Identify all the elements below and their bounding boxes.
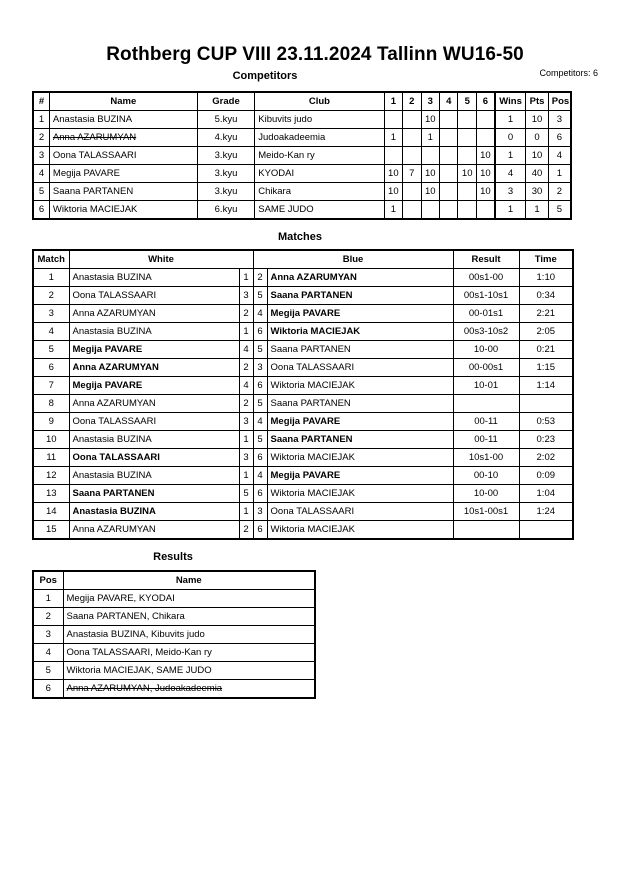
white-competitor: Megija PAVARE xyxy=(69,341,239,359)
result-row xyxy=(33,608,315,626)
score-cell: 10 xyxy=(421,111,439,129)
match-row xyxy=(33,269,573,287)
competitor-wins: 1 xyxy=(495,201,526,220)
white-number: 1 xyxy=(239,323,253,341)
match-row xyxy=(33,449,573,467)
blue-number: 3 xyxy=(253,503,267,521)
blue-competitor: Megija PAVARE xyxy=(267,305,453,323)
competitor-row xyxy=(33,183,571,201)
column-header: 5 xyxy=(458,92,476,111)
white-competitor: Saana PARTANEN xyxy=(69,485,239,503)
white-number: 1 xyxy=(239,503,253,521)
match-result xyxy=(453,521,519,540)
blue-competitor: Saana PARTANEN xyxy=(267,287,453,305)
match-number: 1 xyxy=(33,269,69,287)
match-row xyxy=(33,467,573,485)
white-number: 2 xyxy=(239,359,253,377)
blue-competitor: Saana PARTANEN xyxy=(267,341,453,359)
competitor-club: Chikara xyxy=(255,183,384,201)
competitor-row xyxy=(33,129,571,147)
score-cell: 7 xyxy=(403,165,421,183)
competitor-name: Oona TALASSAARI xyxy=(49,147,197,165)
competitor-points: 30 xyxy=(526,183,549,201)
match-time: 1:15 xyxy=(519,359,573,377)
column-header: 4 xyxy=(440,92,458,111)
match-row xyxy=(33,305,573,323)
result-name: Oona TALASSAARI, Meido-Kan ry xyxy=(63,644,315,662)
score-cell xyxy=(476,201,494,220)
white-number: 3 xyxy=(239,413,253,431)
score-cell: 1 xyxy=(384,201,402,220)
result-position: 2 xyxy=(33,608,63,626)
competitor-number: 3 xyxy=(33,147,49,165)
match-result: 00-11 xyxy=(453,431,519,449)
match-time: 0:09 xyxy=(519,467,573,485)
competitor-points: 10 xyxy=(526,147,549,165)
white-competitor: Oona TALASSAARI xyxy=(69,413,239,431)
match-row xyxy=(33,395,573,413)
score-cell xyxy=(440,111,458,129)
match-time: 1:24 xyxy=(519,503,573,521)
competitor-wins: 1 xyxy=(495,111,526,129)
competitor-grade: 4.kyu xyxy=(197,129,254,147)
match-row xyxy=(33,341,573,359)
blue-number: 5 xyxy=(253,287,267,305)
page-title: Rothberg CUP VIII 23.11.2024 Tallinn WU16-50 xyxy=(106,44,524,65)
blue-number: 6 xyxy=(253,485,267,503)
competitor-grade: 3.kyu xyxy=(197,147,254,165)
competitor-number: 2 xyxy=(33,129,49,147)
matches-header-row xyxy=(33,250,573,269)
competitor-grade: 5.kyu xyxy=(197,111,254,129)
competitor-wins: 1 xyxy=(495,147,526,165)
match-row xyxy=(33,503,573,521)
column-header: 3 xyxy=(421,92,439,111)
match-number: 3 xyxy=(33,305,69,323)
blue-competitor: Megija PAVARE xyxy=(267,413,453,431)
score-cell xyxy=(440,129,458,147)
score-cell xyxy=(458,111,476,129)
white-number: 4 xyxy=(239,341,253,359)
competitor-row xyxy=(33,111,571,129)
match-result: 00-11 xyxy=(453,413,519,431)
match-number: 2 xyxy=(33,287,69,305)
match-time: 2:21 xyxy=(519,305,573,323)
competitor-points: 10 xyxy=(526,111,549,129)
blue-competitor: Oona TALASSAARI xyxy=(267,503,453,521)
white-number: 2 xyxy=(239,305,253,323)
competitor-position: 3 xyxy=(548,111,571,129)
matches-heading: Matches xyxy=(277,231,323,243)
match-result: 00s3-10s2 xyxy=(453,323,519,341)
score-cell xyxy=(458,129,476,147)
competitor-club: Kibuvits judo xyxy=(255,111,384,129)
competitor-number: 1 xyxy=(33,111,49,129)
white-competitor: Anastasia BUZINA xyxy=(69,467,239,485)
column-header: Pts xyxy=(526,92,549,111)
match-result: 10-01 xyxy=(453,377,519,395)
result-name: Anna AZARUMYAN, Judoakadeemia xyxy=(63,680,315,699)
blue-number: 5 xyxy=(253,431,267,449)
match-number: 14 xyxy=(33,503,69,521)
score-cell: 10 xyxy=(384,165,402,183)
blue-number: 6 xyxy=(253,521,267,540)
score-cell: 1 xyxy=(384,129,402,147)
competitor-club: SAME JUDO xyxy=(255,201,384,220)
score-cell xyxy=(421,201,439,220)
score-cell xyxy=(403,201,421,220)
column-header: 2 xyxy=(403,92,421,111)
match-result: 10s1-00 xyxy=(453,449,519,467)
score-cell xyxy=(384,147,402,165)
result-row xyxy=(33,590,315,608)
column-header: Pos xyxy=(33,571,63,590)
score-cell xyxy=(440,183,458,201)
column-header: Name xyxy=(63,571,315,590)
match-result: 00-00s1 xyxy=(453,359,519,377)
match-time xyxy=(519,521,573,540)
competitors-table xyxy=(32,91,572,220)
blue-competitor: Saana PARTANEN xyxy=(267,431,453,449)
score-cell xyxy=(403,111,421,129)
match-number: 13 xyxy=(33,485,69,503)
match-number: 10 xyxy=(33,431,69,449)
white-number: 1 xyxy=(239,269,253,287)
blue-competitor: Wiktoria MACIEJAK xyxy=(267,323,453,341)
white-competitor: Anastasia BUZINA xyxy=(69,269,239,287)
competitor-row xyxy=(33,201,571,220)
score-cell xyxy=(458,201,476,220)
match-result: 00s1-00 xyxy=(453,269,519,287)
competitor-number: 6 xyxy=(33,201,49,220)
match-row xyxy=(33,485,573,503)
competitor-number: 5 xyxy=(33,183,49,201)
score-cell: 10 xyxy=(421,183,439,201)
match-result: 10s1-00s1 xyxy=(453,503,519,521)
match-row xyxy=(33,377,573,395)
score-cell: 10 xyxy=(458,165,476,183)
competitor-position: 4 xyxy=(548,147,571,165)
match-number: 8 xyxy=(33,395,69,413)
blue-number: 4 xyxy=(253,305,267,323)
result-name: Wiktoria MACIEJAK, SAME JUDO xyxy=(63,662,315,680)
result-row xyxy=(33,626,315,644)
result-position: 6 xyxy=(33,680,63,699)
blue-competitor: Wiktoria MACIEJAK xyxy=(267,449,453,467)
score-cell xyxy=(476,111,494,129)
score-cell xyxy=(403,147,421,165)
competitor-points: 40 xyxy=(526,165,549,183)
score-cell: 10 xyxy=(384,183,402,201)
score-cell xyxy=(384,111,402,129)
blue-number: 2 xyxy=(253,269,267,287)
score-cell xyxy=(440,147,458,165)
result-position: 1 xyxy=(33,590,63,608)
score-cell xyxy=(458,147,476,165)
column-header: Grade xyxy=(197,92,254,111)
match-result: 10-00 xyxy=(453,341,519,359)
competitor-club: Meido-Kan ry xyxy=(255,147,384,165)
results-table xyxy=(32,570,316,699)
match-result: 10-00 xyxy=(453,485,519,503)
match-number: 11 xyxy=(33,449,69,467)
result-row xyxy=(33,644,315,662)
match-time: 1:04 xyxy=(519,485,573,503)
score-cell xyxy=(403,129,421,147)
match-time: 0:34 xyxy=(519,287,573,305)
competitor-grade: 3.kyu xyxy=(197,183,254,201)
competitors-header-row xyxy=(33,92,571,111)
matches-table xyxy=(32,249,574,540)
white-competitor: Megija PAVARE xyxy=(69,377,239,395)
score-cell xyxy=(440,165,458,183)
blue-number: 5 xyxy=(253,395,267,413)
column-header: 6 xyxy=(476,92,494,111)
match-time xyxy=(519,395,573,413)
competitor-wins: 4 xyxy=(495,165,526,183)
column-header: Result xyxy=(453,250,519,269)
score-cell xyxy=(476,129,494,147)
blue-competitor: Megija PAVARE xyxy=(267,467,453,485)
score-cell xyxy=(458,183,476,201)
competitor-wins: 3 xyxy=(495,183,526,201)
result-position: 4 xyxy=(33,644,63,662)
score-cell: 10 xyxy=(476,147,494,165)
competitor-points: 1 xyxy=(526,201,549,220)
match-row xyxy=(33,323,573,341)
match-time: 1:14 xyxy=(519,377,573,395)
blue-competitor: Wiktoria MACIEJAK xyxy=(267,521,453,540)
white-number: 3 xyxy=(239,449,253,467)
blue-number: 4 xyxy=(253,467,267,485)
blue-number: 6 xyxy=(253,323,267,341)
white-competitor: Anna AZARUMYAN xyxy=(69,359,239,377)
white-competitor: Anna AZARUMYAN xyxy=(69,305,239,323)
match-time: 0:21 xyxy=(519,341,573,359)
blue-competitor: Oona TALASSAARI xyxy=(267,359,453,377)
competitor-position: 5 xyxy=(548,201,571,220)
score-cell xyxy=(403,183,421,201)
match-time: 2:02 xyxy=(519,449,573,467)
competitor-wins: 0 xyxy=(495,129,526,147)
column-header: Pos xyxy=(548,92,571,111)
match-number: 12 xyxy=(33,467,69,485)
score-cell: 10 xyxy=(421,165,439,183)
competitor-club: KYODAI xyxy=(255,165,384,183)
match-time: 2:05 xyxy=(519,323,573,341)
blue-competitor: Saana PARTANEN xyxy=(267,395,453,413)
blue-competitor: Anna AZARUMYAN xyxy=(267,269,453,287)
score-cell: 1 xyxy=(421,129,439,147)
competitor-name: Wiktoria MACIEJAK xyxy=(49,201,197,220)
blue-number: 6 xyxy=(253,377,267,395)
match-number: 5 xyxy=(33,341,69,359)
white-number: 3 xyxy=(239,287,253,305)
result-name: Megija PAVARE, KYODAI xyxy=(63,590,315,608)
match-row xyxy=(33,287,573,305)
white-competitor: Anastasia BUZINA xyxy=(69,323,239,341)
competitor-row xyxy=(33,165,571,183)
match-number: 15 xyxy=(33,521,69,540)
result-name: Anastasia BUZINA, Kibuvits judo xyxy=(63,626,315,644)
white-competitor: Anastasia BUZINA xyxy=(69,503,239,521)
match-number: 9 xyxy=(33,413,69,431)
match-row xyxy=(33,359,573,377)
match-result xyxy=(453,395,519,413)
result-name: Saana PARTANEN, Chikara xyxy=(63,608,315,626)
match-result: 00-10 xyxy=(453,467,519,485)
competitor-grade: 3.kyu xyxy=(197,165,254,183)
column-header: Blue xyxy=(253,250,453,269)
match-result: 00s1-10s1 xyxy=(453,287,519,305)
blue-number: 6 xyxy=(253,449,267,467)
results-heading: Results xyxy=(153,551,193,563)
score-cell xyxy=(421,147,439,165)
competitor-grade: 6.kyu xyxy=(197,201,254,220)
competitors-heading: Competitors xyxy=(232,70,298,82)
white-number: 1 xyxy=(239,467,253,485)
score-cell: 10 xyxy=(476,183,494,201)
column-header: # xyxy=(33,92,49,111)
match-time: 0:53 xyxy=(519,413,573,431)
white-competitor: Oona TALASSAARI xyxy=(69,287,239,305)
column-header: Match xyxy=(33,250,69,269)
white-competitor: Anna AZARUMYAN xyxy=(69,395,239,413)
results-header-row xyxy=(33,571,315,590)
blue-number: 4 xyxy=(253,413,267,431)
competitor-position: 2 xyxy=(548,183,571,201)
column-header: Time xyxy=(519,250,573,269)
match-number: 6 xyxy=(33,359,69,377)
competitor-name: Anna AZARUMYAN xyxy=(49,129,197,147)
match-number: 7 xyxy=(33,377,69,395)
column-header: 1 xyxy=(384,92,402,111)
match-row xyxy=(33,413,573,431)
white-number: 5 xyxy=(239,485,253,503)
result-row xyxy=(33,662,315,680)
competitor-points: 0 xyxy=(526,129,549,147)
column-header: Club xyxy=(255,92,384,111)
match-time: 0:23 xyxy=(519,431,573,449)
blue-competitor: Wiktoria MACIEJAK xyxy=(267,377,453,395)
competitor-number: 4 xyxy=(33,165,49,183)
match-time: 1:10 xyxy=(519,269,573,287)
column-header: Name xyxy=(49,92,197,111)
competitor-name: Anastasia BUZINA xyxy=(49,111,197,129)
white-competitor: Anna AZARUMYAN xyxy=(69,521,239,540)
score-cell xyxy=(440,201,458,220)
white-number: 1 xyxy=(239,431,253,449)
white-competitor: Oona TALASSAARI xyxy=(69,449,239,467)
blue-number: 3 xyxy=(253,359,267,377)
white-number: 4 xyxy=(239,377,253,395)
white-number: 2 xyxy=(239,521,253,540)
column-header: Wins xyxy=(495,92,526,111)
competitor-name: Megija PAVARE xyxy=(49,165,197,183)
white-number: 2 xyxy=(239,395,253,413)
score-cell: 10 xyxy=(476,165,494,183)
match-number: 4 xyxy=(33,323,69,341)
competitors-count: Competitors: 6 xyxy=(539,68,598,78)
result-row xyxy=(33,680,315,699)
competitor-row xyxy=(33,147,571,165)
blue-competitor: Wiktoria MACIEJAK xyxy=(267,485,453,503)
competitor-position: 1 xyxy=(548,165,571,183)
match-result: 00-01s1 xyxy=(453,305,519,323)
competitor-club: Judoakadeemia xyxy=(255,129,384,147)
result-position: 5 xyxy=(33,662,63,680)
competitor-name: Saana PARTANEN xyxy=(49,183,197,201)
column-header: White xyxy=(69,250,253,269)
match-row xyxy=(33,431,573,449)
competitor-position: 6 xyxy=(548,129,571,147)
match-row xyxy=(33,521,573,540)
blue-number: 5 xyxy=(253,341,267,359)
white-competitor: Anastasia BUZINA xyxy=(69,431,239,449)
result-position: 3 xyxy=(33,626,63,644)
